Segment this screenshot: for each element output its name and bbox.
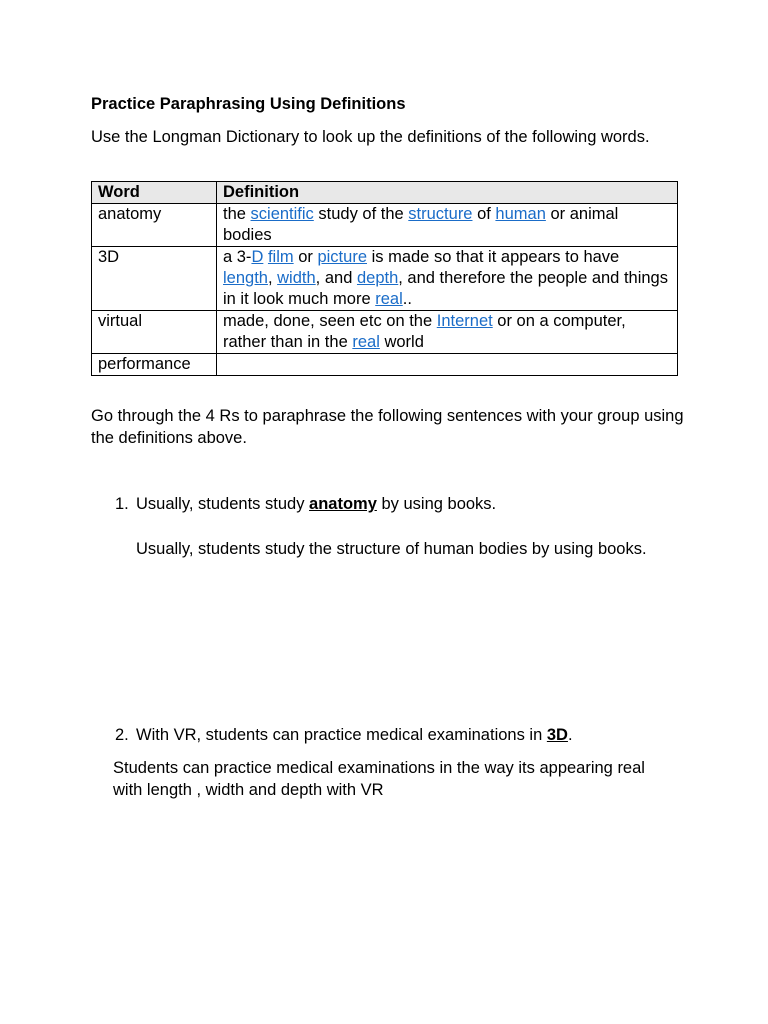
definition-text: made, done, seen etc on the — [223, 312, 437, 330]
dictionary-link[interactable]: D — [251, 248, 264, 266]
dictionary-link[interactable]: scientific — [250, 205, 314, 223]
answer-text: Usually, students study the structure of human bodies by using books. — [136, 540, 647, 558]
definition-text: world — [379, 333, 424, 351]
column-header-word: Word — [92, 182, 217, 204]
intro-text: Use the Longman Dictionary to look up the definitions of the following words. — [91, 128, 650, 146]
definition-cell — [217, 311, 678, 354]
definition-text: or — [293, 248, 318, 266]
dictionary-link[interactable]: width — [277, 269, 316, 287]
word-cell: anatomy — [92, 204, 217, 247]
table-row — [92, 247, 678, 311]
definition-text: a 3- — [223, 248, 252, 266]
dictionary-link[interactable]: film — [267, 248, 294, 266]
item-sentence — [136, 724, 656, 746]
word-cell: performance — [92, 354, 217, 376]
word-cell: virtual — [92, 311, 217, 354]
sentence-text: Usually, students study — [136, 495, 310, 513]
definition-text: study of the — [313, 205, 409, 223]
keyword: 3D — [546, 726, 568, 744]
sentence-text: by using books. — [376, 495, 497, 513]
definition-cell — [217, 247, 678, 311]
answer-text: Students can practice medical examinations in the way its appearing real with length , width and depth with VR — [113, 759, 645, 799]
definition-text: or animal bodies — [223, 205, 619, 244]
page-title: Practice Paraphrasing Using Definitions — [91, 95, 406, 113]
definition-cell — [217, 204, 678, 247]
item-number: 2. — [115, 726, 129, 744]
definition-text: is made so that it appears to have — [367, 248, 620, 266]
definitions-table — [91, 181, 678, 376]
definition-text: the — [223, 205, 251, 223]
sentence-text: With VR, students can practice medical examinations in — [136, 726, 547, 744]
definition-cell — [217, 354, 678, 376]
dictionary-link[interactable]: Internet — [436, 312, 493, 330]
dictionary-link[interactable]: real — [375, 290, 403, 308]
word-cell: 3D — [92, 247, 217, 311]
definition-text: .. — [402, 290, 412, 308]
definition-text: , and therefore the people and things in it look much more — [223, 269, 668, 308]
dictionary-link[interactable]: depth — [356, 269, 399, 287]
instructions-text: Go through the 4 Rs to paraphrase the following sentences with your group using the definitions above. — [91, 407, 684, 447]
column-header-definition: Definition — [217, 182, 678, 204]
dictionary-link[interactable]: length — [223, 269, 268, 287]
table-header-row — [92, 182, 678, 204]
definition-text: of — [472, 205, 496, 223]
table-row — [92, 311, 678, 354]
table-row — [92, 354, 678, 376]
sentence-text: . — [567, 726, 573, 744]
dictionary-link[interactable]: real — [352, 333, 380, 351]
definition-text: , and — [315, 269, 357, 287]
definition-text: , — [267, 269, 278, 287]
dictionary-link[interactable]: picture — [317, 248, 367, 266]
dictionary-link[interactable]: human — [495, 205, 546, 223]
item-sentence — [136, 493, 656, 515]
definition-text: or on a computer, rather than in the — [223, 312, 626, 351]
dictionary-link[interactable]: structure — [408, 205, 473, 223]
table-row — [92, 204, 678, 247]
keyword: anatomy — [309, 495, 377, 513]
item-number: 1. — [115, 495, 129, 513]
